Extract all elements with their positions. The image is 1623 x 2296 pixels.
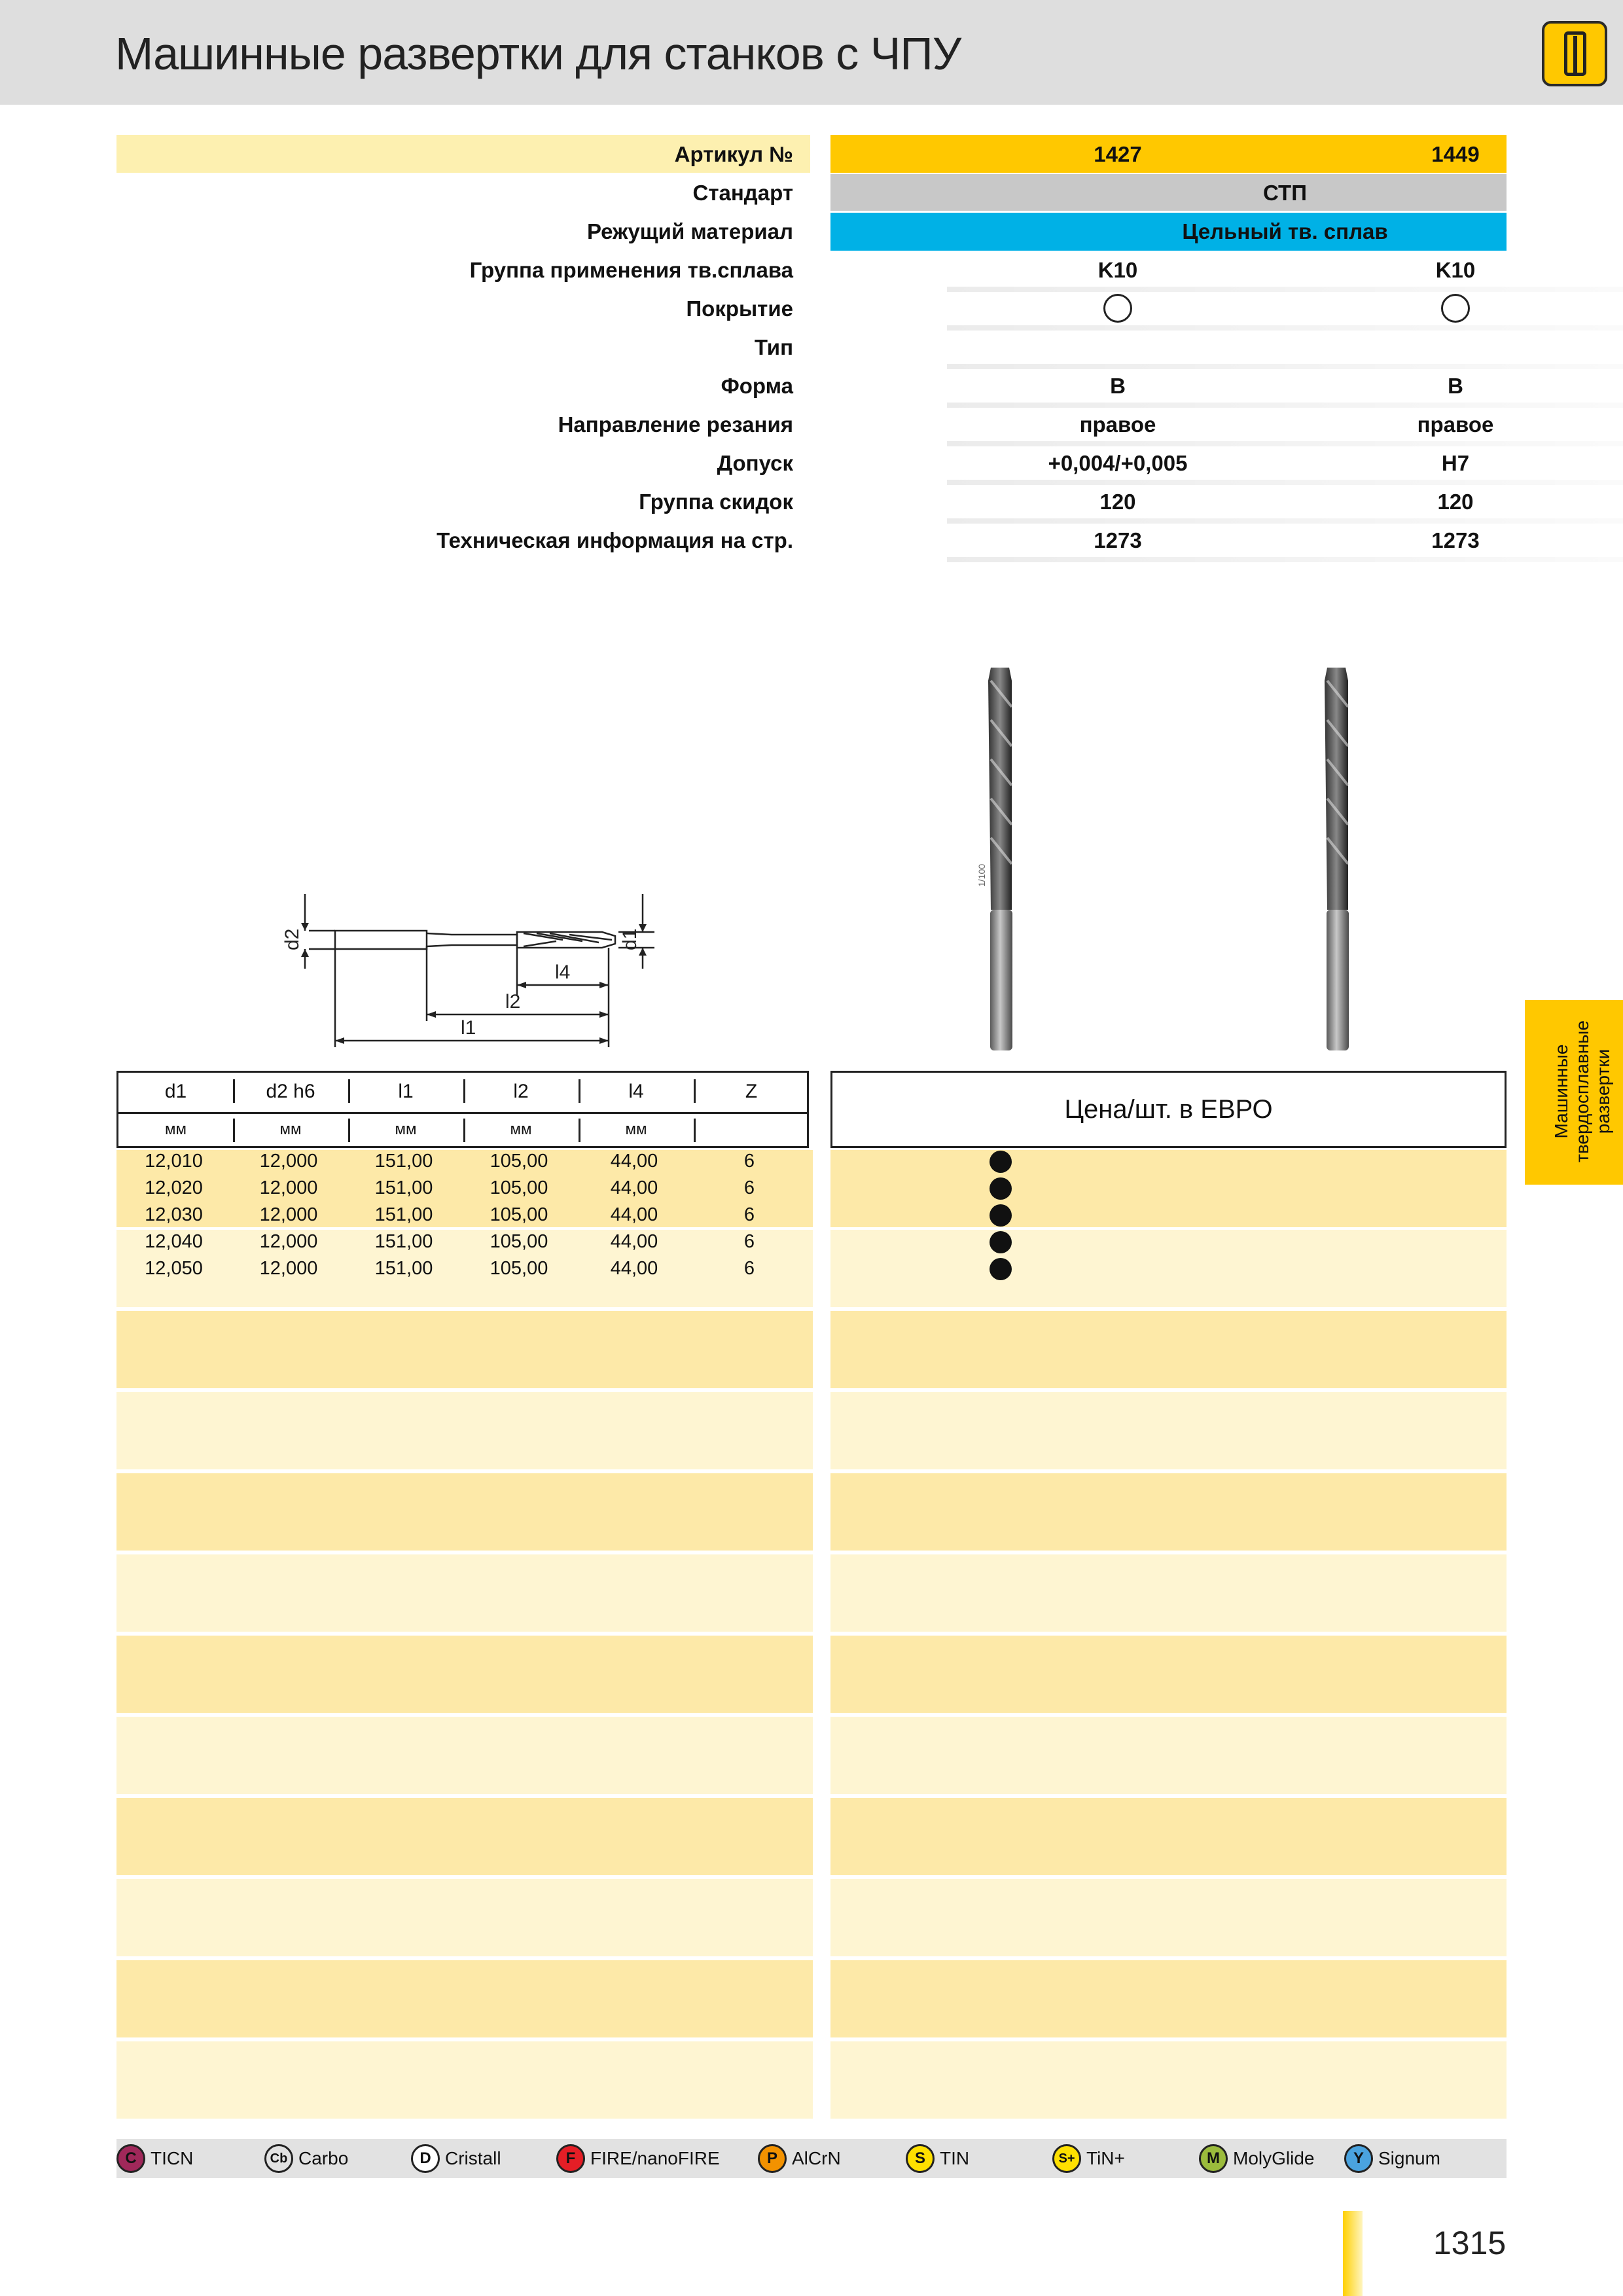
spec-label: Артикул № (674, 142, 793, 166)
cell-l4: 44,00 (610, 1177, 658, 1198)
page-number-bar (1343, 2211, 1363, 2296)
reamer-photo-1449 (1305, 661, 1370, 1054)
unit-l2: мм (510, 1121, 532, 1138)
price-header-label: Цена/шт. в ЕВРО (1064, 1095, 1273, 1124)
techinfo-1: 1273 (1094, 528, 1142, 552)
page-number: 1315 (1433, 2225, 1507, 2261)
page-title: Машинные развертки для станков с ЧПУ (115, 28, 961, 79)
spec-row-direction (116, 405, 1507, 444)
legend-label: Signum (1378, 2148, 1440, 2168)
direction-2: правое (1417, 412, 1494, 437)
cell-l4: 44,00 (610, 1258, 658, 1279)
legend-label: TICN (151, 2148, 194, 2168)
cell-z: 6 (743, 1177, 755, 1198)
cell-z: 6 (743, 1151, 755, 1172)
col-header-l2: l2 (513, 1081, 529, 1102)
availability-dot-icon (990, 1258, 1012, 1280)
dim-label-l1: l1 (461, 1017, 476, 1039)
coating-1 (1000, 289, 1236, 328)
cell-d2: 12,000 (259, 1177, 318, 1198)
spec-row-techinfo (116, 521, 1507, 560)
col-header-d1: d1 (164, 1081, 187, 1102)
dimension-table-header (116, 1071, 809, 1148)
spec-label: Форма (721, 374, 793, 398)
cell-d2: 12,000 (259, 1231, 318, 1252)
tolerance-2: H7 (1441, 451, 1470, 475)
technical-drawing (262, 877, 668, 1060)
col-tick (233, 1119, 235, 1142)
unit-d1: мм (165, 1121, 187, 1138)
legend-item (906, 2139, 969, 2178)
legend-label: AlCrN (792, 2148, 841, 2168)
spec-label: Допуск (717, 451, 793, 475)
col-tick (348, 1119, 350, 1142)
legend-label: Cristall (445, 2148, 501, 2168)
cell-l1: 151,00 (374, 1204, 433, 1225)
carbide-group-1: K10 (1097, 258, 1138, 282)
reamer-photo-1427 (969, 661, 1034, 1054)
cell-l2: 105,00 (490, 1231, 548, 1252)
spec-label: Тип (754, 335, 793, 359)
col-tick (694, 1119, 696, 1142)
ticn-coating-icon: C (116, 2144, 145, 2173)
col-tick (694, 1079, 696, 1103)
spec-row-material (116, 212, 1507, 251)
cell-d2: 12,000 (259, 1151, 318, 1172)
legend-label: Carbo (298, 2148, 349, 2168)
col-header-l4: l4 (628, 1081, 644, 1102)
form-2: B (1448, 374, 1463, 398)
legend-label: TiN+ (1086, 2148, 1125, 2168)
spec-row-article (116, 135, 1507, 173)
alcrn-coating-icon: P (758, 2144, 787, 2173)
spec-label: Стандарт (692, 181, 793, 205)
col-header-d2: d2 h6 (266, 1081, 315, 1102)
techinfo-2: 1273 (1431, 528, 1480, 552)
fire-coating-icon: F (556, 2144, 585, 2173)
cell-l2: 105,00 (490, 1258, 548, 1279)
tolerance-1: +0,004/+0,005 (1048, 451, 1188, 475)
form-1: B (1110, 374, 1126, 398)
cell-l1: 151,00 (374, 1231, 433, 1252)
unit-d2: мм (279, 1121, 302, 1138)
uncoated-circle-icon (1103, 294, 1132, 323)
col-tick (463, 1119, 465, 1142)
spec-label: Техническая информация на стр. (437, 528, 793, 552)
dim-label-d1: d1 (619, 928, 641, 950)
signum-coating-icon: Y (1344, 2144, 1373, 2173)
cell-d2: 12,000 (259, 1204, 318, 1225)
discount-1: 120 (1099, 490, 1136, 514)
availability-dot-icon (990, 1231, 1012, 1253)
legend-item (264, 2139, 348, 2178)
cell-z: 6 (743, 1258, 755, 1279)
coating-2 (1338, 289, 1573, 328)
col-tick (348, 1079, 350, 1103)
cell-z: 6 (743, 1231, 755, 1252)
legend-item (758, 2139, 841, 2178)
spec-label: Группа скидок (639, 490, 793, 514)
legend-item (1344, 2139, 1440, 2178)
row-separator (947, 557, 1623, 562)
availability-dot-icon (990, 1204, 1012, 1227)
cell-z: 6 (743, 1204, 755, 1225)
standard-value: СТП (1263, 181, 1307, 205)
dim-label-l2: l2 (505, 991, 521, 1013)
spec-label: Группа применения тв.сплава (469, 258, 793, 282)
col-tick (233, 1079, 235, 1103)
cell-d1: 12,020 (145, 1177, 203, 1198)
cell-l4: 44,00 (610, 1231, 658, 1252)
spec-row-carbide-group (116, 251, 1507, 289)
cell-d1: 12,030 (145, 1204, 203, 1225)
tin-coating-icon: S (906, 2144, 935, 2173)
material-value: Цельный тв. сплав (1182, 219, 1388, 243)
availability-dot-icon (990, 1177, 1012, 1200)
cell-l1: 151,00 (374, 1177, 433, 1198)
spec-label: Направление резания (558, 412, 793, 437)
side-tab-label: Машинные твердосплавные развертки (1551, 1020, 1613, 1162)
article-1449: 1449 (1431, 142, 1480, 166)
spec-row-type (116, 328, 1507, 367)
dim-label-l4: l4 (555, 961, 571, 983)
uncoated-circle-icon (1441, 294, 1470, 323)
cell-l1: 151,00 (374, 1151, 433, 1172)
spec-row-tolerance (116, 444, 1507, 482)
carbo-coating-icon: Cb (264, 2144, 293, 2173)
article-1427: 1427 (1094, 142, 1142, 166)
col-tick (579, 1119, 580, 1142)
col-header-l1: l1 (398, 1081, 414, 1102)
spec-label: Покрытие (686, 296, 793, 321)
cell-l4: 44,00 (610, 1151, 658, 1172)
legend-item (411, 2139, 501, 2178)
cell-l2: 105,00 (490, 1151, 548, 1172)
unit-l4: мм (625, 1121, 647, 1138)
dim-label-d2: d2 (281, 928, 303, 950)
spec-label: Режущий материал (586, 219, 793, 243)
reamer-scale-label: 1/100 (976, 863, 987, 887)
tin-plus-coating-icon: S+ (1052, 2144, 1081, 2173)
spec-row-standard (116, 173, 1507, 212)
availability-dot-icon (990, 1151, 1012, 1173)
cell-l2: 105,00 (490, 1177, 548, 1198)
coating-legend (116, 2139, 1507, 2178)
carbide-group-2: K10 (1435, 258, 1476, 282)
col-tick (463, 1079, 465, 1103)
cristall-coating-icon: D (411, 2144, 440, 2173)
legend-item (556, 2139, 720, 2178)
discount-2: 120 (1437, 490, 1474, 514)
direction-1: правое (1079, 412, 1156, 437)
cell-l4: 44,00 (610, 1204, 658, 1225)
spec-row-discount (116, 482, 1507, 521)
molyglide-coating-icon: M (1199, 2144, 1228, 2173)
legend-item (1052, 2139, 1125, 2178)
cell-d2: 12,000 (259, 1258, 318, 1279)
price-table-header (830, 1071, 1507, 1148)
col-tick (579, 1079, 580, 1103)
cell-d1: 12,050 (145, 1258, 203, 1279)
legend-item (1199, 2139, 1314, 2178)
spec-row-coating (116, 289, 1507, 328)
col-header-z: Z (745, 1081, 758, 1102)
legend-item (116, 2139, 193, 2178)
cell-d1: 12,010 (145, 1151, 203, 1172)
cell-l2: 105,00 (490, 1204, 548, 1225)
unit-l1: мм (395, 1121, 417, 1138)
legend-label: TIN (940, 2148, 970, 2168)
legend-label: MolyGlide (1233, 2148, 1315, 2168)
reamer-logo-icon (1542, 21, 1607, 86)
cell-d1: 12,040 (145, 1231, 203, 1252)
cell-l1: 151,00 (374, 1258, 433, 1279)
spec-row-form (116, 367, 1507, 405)
legend-label: FIRE/nanoFIRE (590, 2148, 720, 2168)
